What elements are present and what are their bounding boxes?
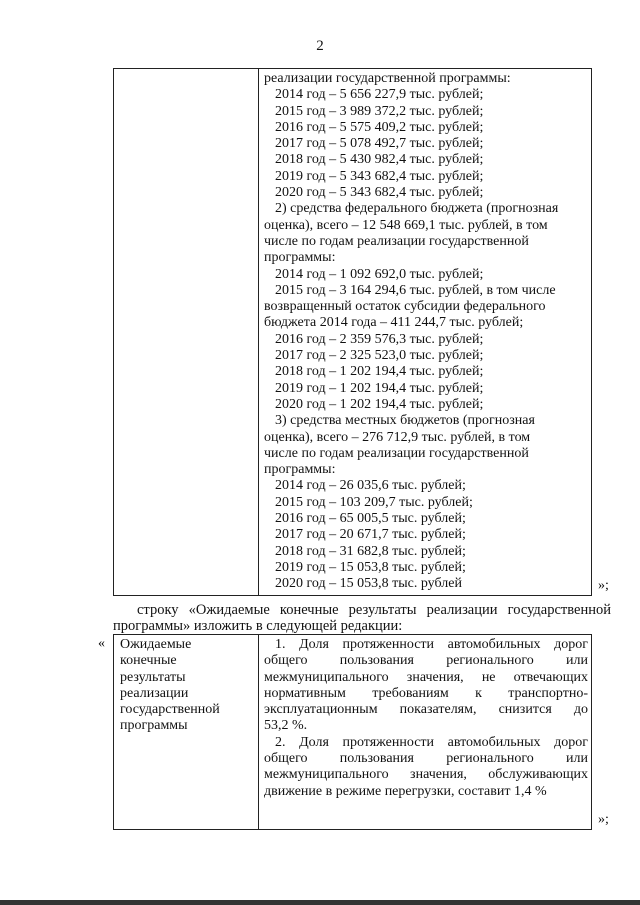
funding-line: 2015 год – 3 989 372,2 тыс. рублей; — [275, 103, 484, 119]
funding-line: 2014 год – 5 656 227,9 тыс. рублей; — [275, 87, 484, 103]
funding-line: бюджета 2014 года – 411 244,7 тыс. рублей; — [264, 315, 524, 331]
funding-line: 2017 год – 5 078 492,7 тыс. рублей; — [275, 136, 484, 152]
scan-edge — [0, 900, 640, 905]
funding-line: 2019 год – 5 343 682,4 тыс. рублей; — [275, 168, 484, 184]
funding-line: 2015 год – 3 164 294,6 тыс. рублей, в том числе — [275, 282, 556, 298]
funding-line: оценка), всего – 12 548 669,1 тыс. рублей, в том — [264, 217, 548, 233]
result-line: межмуниципального значения, обслуживающих — [264, 767, 588, 783]
result-line: общего пользования регионального или — [264, 653, 588, 669]
funding-line: 2018 год – 1 202 194,4 тыс. рублей; — [275, 364, 484, 380]
result-line: эксплуатационным показателям, снизится до — [264, 702, 588, 718]
result-line: 2. Доля протяженности автомобильных дорог — [275, 734, 588, 750]
result-line: 1. Доля протяженности автомобильных дорог — [275, 637, 588, 652]
label-line: реализации — [120, 685, 189, 701]
label-line: Ожидаемые — [120, 637, 192, 652]
closing-quote: »; — [598, 578, 609, 593]
label-line: программы — [120, 718, 188, 734]
opening-quote: « — [98, 636, 105, 651]
funding-line: 2015 год – 103 209,7 тыс. рублей; — [275, 494, 473, 510]
funding-line: программы: — [264, 462, 336, 478]
funding-line: 2016 год – 2 359 576,3 тыс. рублей; — [275, 331, 484, 347]
result-line: межмуниципального значения, не отвечающих — [264, 669, 588, 685]
funding-line: оценка), всего – 276 712,9 тыс. рублей, в том — [264, 429, 531, 445]
funding-line: 2014 год – 1 092 692,0 тыс. рублей; — [275, 266, 484, 282]
label-line: конечные — [120, 653, 177, 669]
funding-line: 2017 год – 2 325 523,0 тыс. рублей; — [275, 348, 484, 364]
results-table — [113, 634, 592, 830]
funding-line: 2020 год – 15 053,8 тыс. рублей — [275, 576, 462, 592]
result-line: движение в режиме перегрузки, составит 1,4 % — [264, 783, 547, 799]
funding-table — [113, 68, 592, 596]
funding-line: 2017 год – 20 671,7 тыс. рублей; — [275, 527, 466, 543]
funding-line: 2019 год – 1 202 194,4 тыс. рублей; — [275, 380, 484, 396]
closing-quote: »; — [598, 812, 609, 827]
page-number: 2 — [316, 38, 324, 54]
funding-line: 2020 год – 5 343 682,4 тыс. рублей; — [275, 185, 484, 201]
results-label-cell — [120, 637, 252, 735]
funding-line: 3) средства местных бюджетов (прогнозная — [275, 413, 535, 429]
funding-line: программы: — [264, 250, 336, 266]
funding-line: 2020 год – 1 202 194,4 тыс. рублей; — [275, 396, 484, 412]
funding-line: 2016 год – 65 005,5 тыс. рублей; — [275, 511, 466, 527]
result-line: нормативным требованиям к транспортно- — [264, 685, 588, 701]
funding-line: возвращенный остаток субсидии федерального — [264, 299, 546, 315]
funding-cell — [264, 71, 588, 593]
funding-line: числе по годам реализации государственной — [264, 233, 529, 249]
amendment-instruction — [113, 602, 611, 634]
results-value-cell — [264, 637, 588, 800]
instruction-line: программы» изложить в следующей редакции: — [113, 618, 403, 634]
funding-line: 2014 год – 26 035,6 тыс. рублей; — [275, 478, 466, 494]
instruction-line: строку «Ожидаемые конечные результаты реализации государственной — [137, 602, 611, 618]
result-line: 53,2 %. — [264, 718, 308, 734]
result-line: общего пользования регионального или — [264, 751, 588, 767]
funding-line: 2019 год – 15 053,8 тыс. рублей; — [275, 559, 466, 575]
funding-line: 2018 год – 5 430 982,4 тыс. рублей; — [275, 152, 484, 168]
column-divider — [258, 69, 259, 595]
column-divider — [258, 635, 259, 829]
label-line: результаты — [120, 669, 186, 685]
funding-line: 2018 год – 31 682,8 тыс. рублей; — [275, 543, 466, 559]
label-line: государственной — [120, 702, 220, 718]
funding-line: 2) средства федерального бюджета (прогнозная — [275, 201, 559, 217]
funding-line: числе по годам реализации государственной — [264, 445, 529, 461]
funding-line: 2016 год – 5 575 409,2 тыс. рублей; — [275, 119, 484, 135]
funding-line: реализации государственной программы: — [264, 71, 511, 86]
